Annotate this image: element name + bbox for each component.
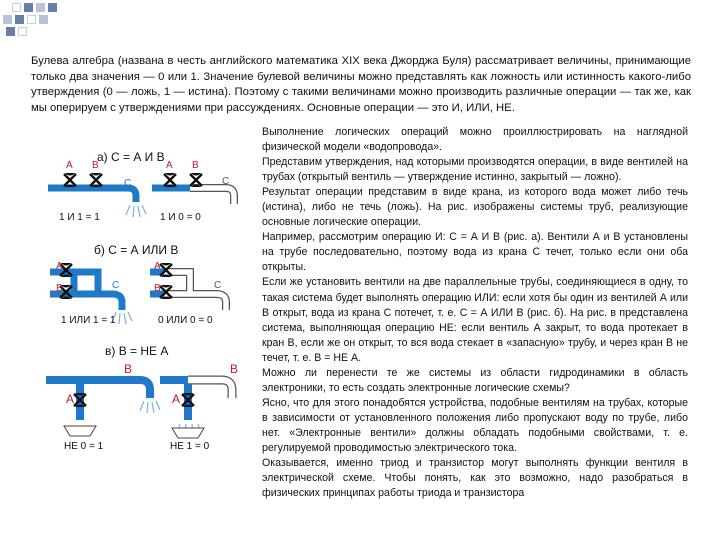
valve-b-label: В — [56, 283, 63, 294]
result-label: 0 ИЛИ 0 = 0 — [158, 315, 213, 326]
tap-c-label: С — [222, 176, 230, 187]
paragraph: Например, рассмотрим операцию И: С = А И В (рис. а). Вентили А и В установлены на трубе последовательно, поэтому вода из крана С течет, только если они оба открыты. — [262, 231, 688, 274]
paragraph: Выполнение логических операций можно проиллюстрировать на наглядной физической модели «водопровода». — [262, 126, 688, 154]
figure-b-caption: б) С = А ИЛИ В — [94, 243, 179, 257]
figure-c-caption: в) В = НЕ А — [105, 344, 169, 358]
not-right-pipe — [160, 380, 232, 438]
tap-c-label: С — [214, 280, 222, 291]
valve-a-label: А — [66, 160, 73, 171]
pipe-diagrams — [0, 0, 262, 540]
valve-b-label: В — [192, 160, 199, 171]
paragraph: Результат операции представим в виде крана, из которого вода может либо течь (истина), либо не течь (ложь). На рис. изображены системы труб, реализующие основные логические операции. — [262, 186, 688, 229]
not-left-pipe — [46, 380, 160, 436]
explanation-text — [262, 125, 688, 501]
paragraph: Ясно, что для этого понадобятся устройства, подобные вентилям на трубах, которые в зависимости от установленного положения либо пропускают воду по трубе, либо нет. «Электронные вентили» должны обладать подобными свойствами, т. е. регулируемой проводимостью электрического тока. — [262, 396, 688, 454]
tap-c-label: С — [124, 178, 132, 189]
valve-a-label: А — [56, 261, 63, 272]
result-label: 1 И 1 = 1 — [59, 212, 100, 223]
intro-paragraph: Булева алгебра (названа в честь английского математика XIX века Джорджа Буля) рассматривает величины, принимающие только два значения — 0 или 1. Значение булевой величины можно представлять как ложность или истинность какого-либо утверждения (0 — ложь, 1 — истина). Поэтому с такими величинами можно производить различные операции — так же, как мы оперируем с утверждениями при рассуждениях. Основные операции — это И, ИЛИ, НЕ. — [31, 55, 691, 114]
valve-a-label: А — [166, 160, 173, 171]
paragraph: Можно ли перенести те же системы из области гидродинамики в область электроники, то есть создать электронные логические схемы? — [262, 366, 688, 394]
paragraph: Представим утверждения, над которыми производятся операции, в виде вентилей на трубах (открытый вентиль — утверждение истинно, закрытый — ложно). — [262, 156, 688, 184]
valve-b-label: В — [92, 160, 99, 171]
figure-a-caption: а) С = А И В — [97, 150, 165, 164]
result-label: НЕ 0 = 1 — [64, 441, 104, 452]
tap-b-label: В — [124, 362, 133, 376]
valve-a-label: А — [154, 261, 161, 272]
paragraph: Оказывается, именно триод и транзистор могут выполнять функции вентиля в электрической схеме. Чтобы понять, как это возможно, надо разобраться в физических принципах работы триода и транзистора — [262, 457, 688, 500]
valve-a-label: А — [66, 392, 75, 406]
tap-b-label: В — [230, 362, 239, 376]
valve-b-label: В — [154, 283, 161, 294]
paragraph: Если же установить вентили на две параллельные трубы, соединяющиеся в одну, то такая система будет выполнять операцию ИЛИ: если хотя бы один из вентилей А или В открыт, вода из крана С потечет, т. е. С = А ИЛИ В (рис. б). На рис. в представлена система, выполняющая операцию НЕ: если вентиль А закрыт, то вода протекает в кран В, если же он открыт, то вся вода стекает в «запасную» трубу, и через кран В не течет, т. е. В = НЕ А. — [262, 276, 688, 364]
valve-a-label: А — [172, 392, 181, 406]
tap-c-label: С — [112, 280, 120, 291]
result-label: 1 И 0 = 0 — [160, 212, 201, 223]
and-left-pipe — [48, 173, 146, 217]
result-label: НЕ 1 = 0 — [170, 441, 210, 452]
result-label: 1 ИЛИ 1 = 1 — [61, 315, 116, 326]
